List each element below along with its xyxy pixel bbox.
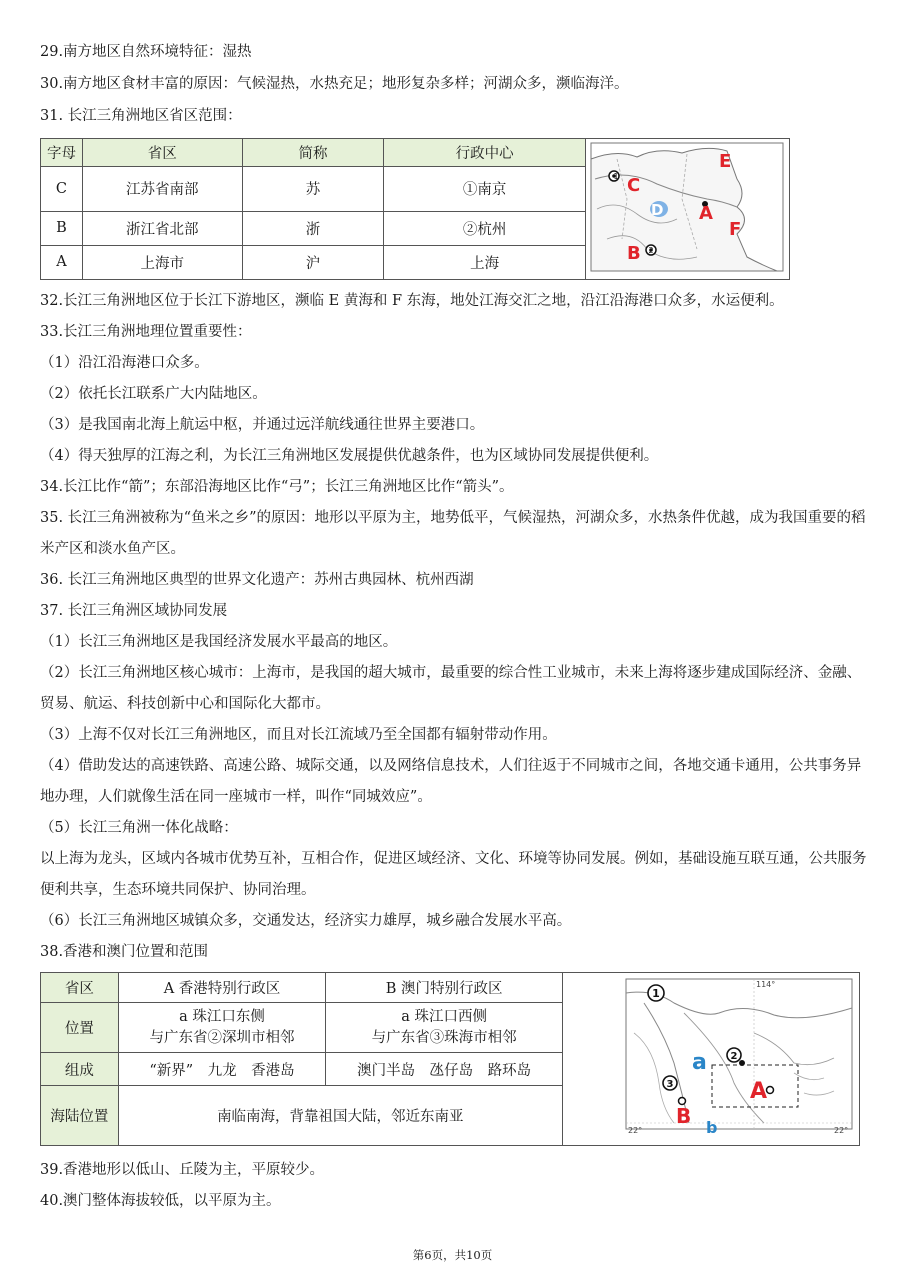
table-cell: 沪 (242, 245, 384, 279)
item-29: 29.南方地区自然环境特征：湿热 (40, 44, 252, 60)
yangtze-delta-map (587, 139, 787, 275)
table-cell: 澳门半岛 氹仔岛 路环岛 (326, 1053, 563, 1085)
map-num-3: 3 (666, 1079, 674, 1090)
table-cell: 南临南海，背靠祖国大陆，邻近东南亚 (118, 1085, 562, 1145)
item-30: 30.南方地区食材丰富的原因：气候湿热，水热充足；地形复杂多样；河湖众多，濒临海洋。 (40, 76, 629, 92)
position-a-line2: 与广东省②深圳市相邻 (149, 1029, 295, 1046)
table-row-label: 位置 (41, 1003, 119, 1053)
map-num-2: 2 (730, 1051, 738, 1062)
position-b-line1: a 珠江口西侧 (401, 1008, 488, 1025)
item-37-6: （6）长江三角洲地区城镇众多，交通发达，经济实力雄厚，城乡融合发展水平高。 (40, 913, 572, 929)
table-cell: 浙江省北部 (82, 211, 242, 245)
item-37-5-detail: 以上海为龙头，区域内各城市优势互补，互相合作，促进区域经济、文化、环境等协同发展。例如，基础设施互联互通，公共服务便利共享，生态环境共同保护、协同治理。 (40, 851, 867, 898)
map-label-d: D (651, 201, 664, 219)
item-33-4: （4）得天独厚的江海之利，为长江三角洲地区发展提供优越条件，也为区域协同发展提供便利。 (40, 448, 659, 464)
item-35: 35. 长江三角洲被称为“鱼米之乡”的原因：地形以平原为主，地势低平，气候湿热，河湖众多，水热条件优越，成为我国重要的稻米产区和淡水鱼产区。 (40, 510, 866, 557)
table-cell: 苏 (242, 167, 384, 211)
map-label-c: C (627, 175, 641, 196)
yangtze-delta-table (40, 138, 790, 280)
table-row-label: 海陆位置 (41, 1085, 119, 1145)
item-32: 32.长江三角洲地区位于长江下游地区，濒临 E 黄海和 F 东海，地处江海交汇之地，沿江沿海港口众多，水运便利。 (40, 293, 784, 309)
table-cell: 上海市 (82, 245, 242, 279)
table-cell: A (41, 245, 83, 279)
map-label-b-lower: b (705, 1118, 718, 1137)
item-38: 38.香港和澳门位置和范围 (40, 944, 209, 960)
table-cell: 浙 (242, 211, 384, 245)
table-cell: ①南京 (384, 167, 586, 211)
hk-macau-map (564, 973, 858, 1141)
table-cell (326, 1003, 563, 1053)
table-header: 行政中心 (384, 139, 586, 167)
map-label-a: A (749, 1079, 768, 1104)
item-33-2: （2）依托长江联系广大内陆地区。 (40, 386, 267, 402)
map-label-b: B (675, 1104, 692, 1128)
table-cell: “新界” 九龙 香港岛 (118, 1053, 326, 1085)
latitude-label-right: 22° (833, 1126, 849, 1135)
position-b-line2: 与广东省③珠海市相邻 (371, 1029, 517, 1046)
item-37-5: （5）长江三角洲一体化战略： (40, 820, 238, 836)
item-37: 37. 长江三角洲区域协同发展 (40, 603, 228, 619)
map-label-b: B (627, 243, 642, 264)
position-a-line1: a 珠江口东侧 (179, 1008, 265, 1025)
item-37-2: （2）长江三角洲地区核心城市：上海市，是我国的超大城市，最重要的综合性工业城市，未来上海将逐步建成国际经济、金融、贸易、航运、科技创新中心和国际化大都市。 (40, 665, 862, 712)
item-36: 36. 长江三角洲地区典型的世界文化遗产：苏州古典园林、杭州西湖 (40, 572, 474, 588)
hk-macau-map-cell (562, 973, 859, 1146)
table-row-label: 组成 (41, 1053, 119, 1085)
table-cell: B 澳门特别行政区 (326, 973, 563, 1003)
table-cell: 江苏省南部 (82, 167, 242, 211)
table-row-label: 省区 (41, 973, 119, 1003)
table-cell: B (41, 211, 83, 245)
table-cell: ②杭州 (384, 211, 586, 245)
item-33-1: （1）沿江沿海港口众多。 (40, 355, 209, 371)
map-label-a: A (699, 203, 714, 224)
yangtze-map-cell (585, 139, 789, 280)
table-cell: C (41, 167, 83, 211)
table-cell (118, 1003, 326, 1053)
item-33-3: （3）是我国南北海上航运中枢，并通过远洋航线通往世界主要港口。 (40, 417, 485, 433)
item-39: 39.香港地形以低山、丘陵为主，平原较少。 (40, 1162, 325, 1178)
item-33: 33.长江三角洲地理位置重要性： (40, 324, 252, 340)
table-cell: A 香港特别行政区 (118, 973, 326, 1003)
item-31: 31. 长江三角洲地区省区范围： (40, 108, 242, 124)
map-num-1: 1 (613, 172, 620, 181)
table-cell: 上海 (384, 245, 586, 279)
table-header: 省区 (82, 139, 242, 167)
hk-macau-table (40, 972, 860, 1146)
item-37-1: （1）长江三角洲地区是我国经济发展水平最高的地区。 (40, 634, 398, 650)
table-header: 简称 (242, 139, 384, 167)
longitude-label: 114° (755, 980, 776, 989)
map-label-f: F (729, 219, 742, 240)
item-34: 34.长江比作“箭”；东部沿海地区比作“弓”；长江三角洲地区比作“箭头”。 (40, 479, 514, 495)
item-40: 40.澳门整体海拔较低，以平原为主。 (40, 1193, 281, 1209)
map-label-a-lower: a (691, 1050, 707, 1075)
item-37-3: （3）上海不仅对长江三角洲地区，而且对长江流域乃至全国都有辐射带动作用。 (40, 727, 557, 743)
map-num-1: 1 (652, 987, 660, 1000)
page-footer: 第6页，共10页 (412, 1248, 493, 1262)
map-num-2: 2 (648, 246, 655, 255)
item-37-4: （4）借助发达的高速铁路、高速公路、城际交通，以及网络信息技术，人们往返于不同城市之间，各地交通卡通用，公共事务异地办理，人们就像生活在同一座城市一样，叫作“同城效应”。 (40, 758, 862, 805)
map-label-e: E (719, 151, 732, 172)
table-header: 字母 (41, 139, 83, 167)
latitude-label-left: 22° (627, 1126, 643, 1135)
